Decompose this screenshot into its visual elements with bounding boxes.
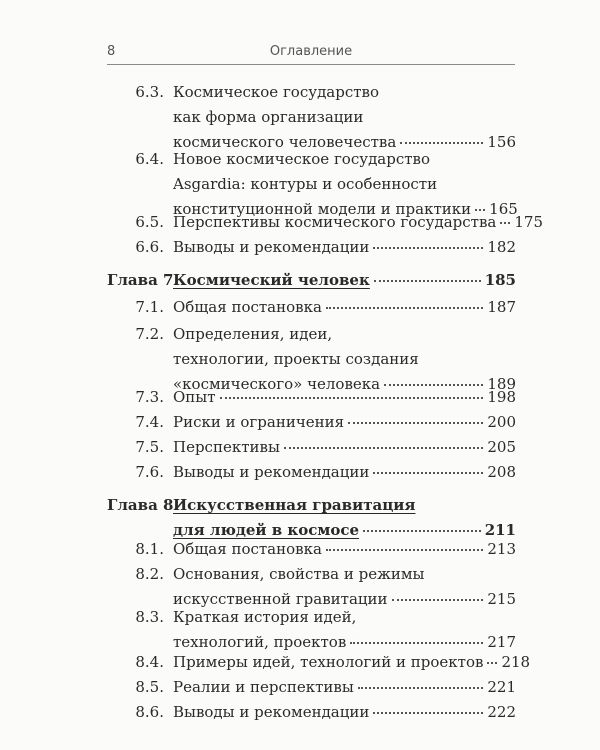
dot-leader [284,446,483,449]
dot-leader [326,306,483,309]
section-number: 7.4. [135,413,164,431]
dot-leader [487,661,497,664]
section-number: 8.1. [135,540,164,558]
entry-page-number: 221 [487,678,516,696]
entry-title: Искусственная гравитация [173,496,416,514]
dot-leader [374,279,481,282]
section-number: 7.2. [135,325,164,343]
entry-page-number: 205 [487,438,516,456]
entry-title: Краткая история идей, [173,608,357,626]
entry-title: Риски и ограничения [173,413,345,431]
dot-leader [392,598,484,601]
entry-page-number: 189 [487,375,516,393]
section-number: 8.4. [135,653,164,671]
entry-title: Опыт [173,388,216,406]
dot-leader [358,686,484,689]
section-number: 7.6. [135,463,164,481]
entry-title: Общая постановка [173,540,322,558]
entry-page-number: 156 [487,133,516,151]
entry-title: Реалии и перспективы [173,678,354,696]
entry-title: как форма организации [173,108,364,126]
entry-title: Выводы и рекомендации [173,463,370,481]
section-number: 6.4. [135,150,164,168]
dot-leader [363,529,481,532]
entry-title: Asgardia: контуры и особенности [173,175,438,193]
entry-title: Основания, свойства и режимы [173,565,425,583]
section-number: Глава 8. [107,496,179,514]
entry-title: Выводы и рекомендации [173,703,370,721]
entry-title: космического человечества [173,133,397,151]
section-number: 8.5. [135,678,164,696]
entry-title: Определения, идеи, [173,325,333,343]
entry-title: для людей в космосе [173,521,360,539]
entry-page-number: 218 [501,653,531,671]
entry-page-number: 208 [487,463,516,481]
section-number: Глава 7. [107,271,179,289]
entry-title: Перспективы [173,438,280,456]
entry-page-number: 198 [487,388,516,406]
dot-leader [350,641,483,644]
section-number: 7.1. [135,298,164,316]
entry-title: искусственной гравитации [173,590,388,608]
entry-page-number: 185 [484,271,516,289]
entry-page-number: 182 [487,238,516,256]
entry-title: Примеры идей, технологий и проектов [173,653,484,671]
entry-page-number: 222 [487,703,516,721]
dot-leader [373,471,483,474]
entry-title: Общая постановка [173,298,322,316]
dot-leader [348,421,483,424]
entry-page-number: 213 [487,540,516,558]
section-number: 6.3. [135,83,164,101]
entry-page-number: 215 [487,590,516,608]
entry-title: Космическое государство [173,83,380,101]
section-number: 6.5. [135,213,164,231]
section-number: 7.3. [135,388,164,406]
dot-leader [220,396,484,399]
dot-leader [373,246,483,249]
entry-title: «космического» человека [173,375,381,393]
entry-title: технологий, проектов [173,633,347,651]
dot-leader [500,221,510,224]
entry-page-number: 187 [487,298,516,316]
dot-leader [326,548,483,551]
entry-page-number: 211 [484,521,516,539]
entry-title: Новое космическое государство [173,150,431,168]
entry-title: технологии, проекты создания [173,350,419,368]
entry-page-number: 175 [514,213,544,231]
entry-title: Выводы и рекомендации [173,238,370,256]
section-number: 8.6. [135,703,164,721]
entry-page-number: 165 [489,200,518,218]
entry-page-number: 217 [487,633,516,651]
dot-leader [400,141,483,144]
section-number: 8.2. [135,565,164,583]
entry-title: Космический человек [173,271,370,289]
section-number: 7.5. [135,438,164,456]
dot-leader [373,711,483,714]
entry-page-number: 200 [487,413,516,431]
page-number: 8 [107,44,116,59]
section-number: 6.6. [135,238,164,256]
page-title: Оглавление [269,44,353,59]
entry-title: конституционной модели и практики [173,200,472,218]
entry-title: Перспективы космического государства [173,213,497,231]
section-number: 8.3. [135,608,164,626]
